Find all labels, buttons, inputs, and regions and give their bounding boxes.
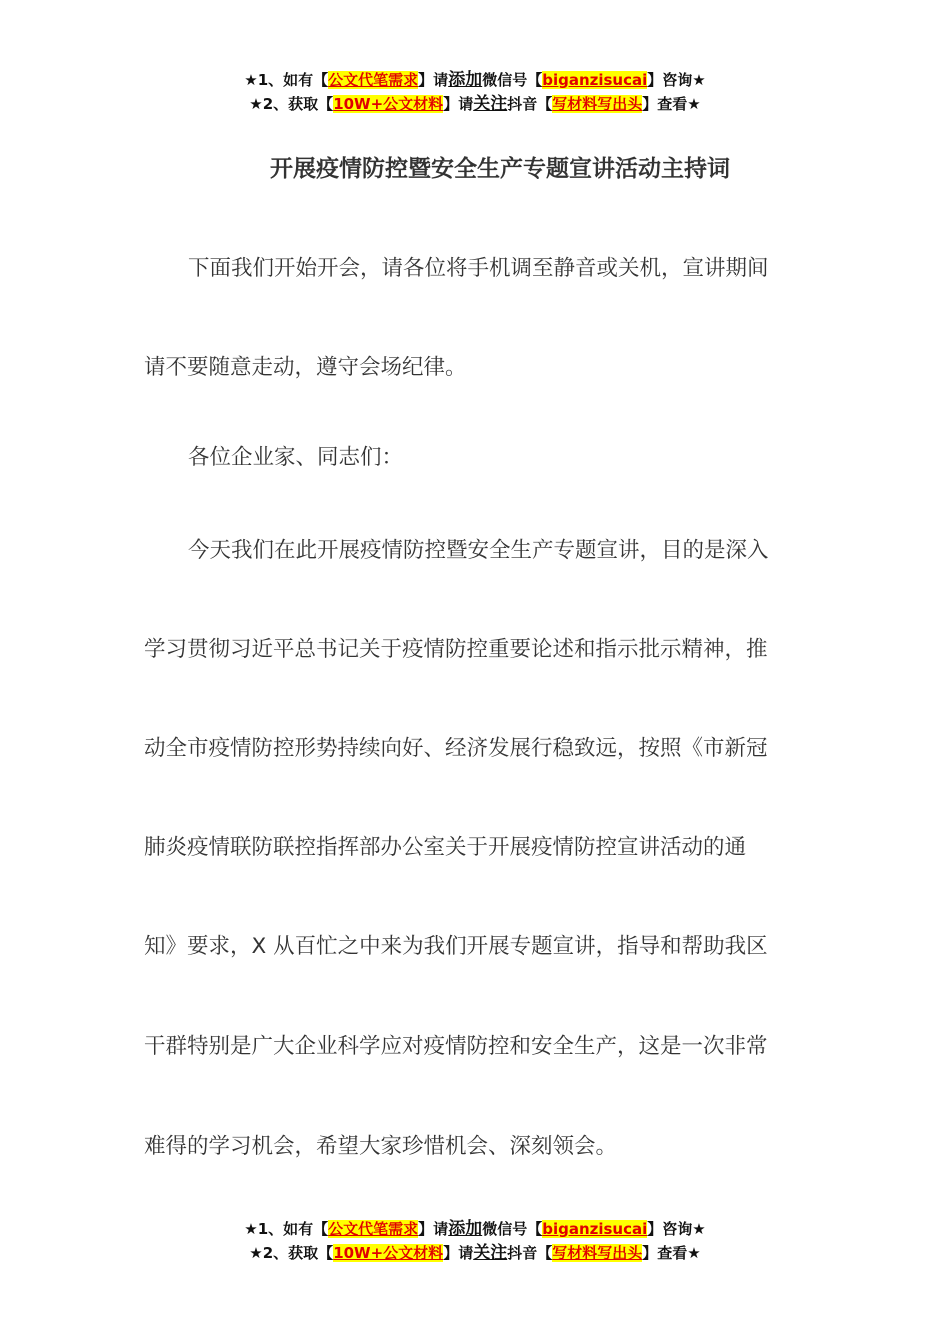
body-line: 各位企业家、同志们： <box>188 445 404 470</box>
header-banner-line-2 <box>0 92 950 116</box>
footer-banner-line-1 <box>0 1217 950 1241</box>
body-line: 动全市疫情防控形势持续向好、经济发展行稳致远，按照《市新冠 <box>144 736 768 761</box>
banner-text: 】查看★ <box>642 1244 701 1262</box>
highlight-wechat-id: biganzisucai <box>542 71 648 89</box>
banner-text: ★2、获取【 <box>249 95 334 113</box>
body-line: 请不要随意走动，遵守会场纪律。 <box>144 355 467 380</box>
banner-emphasis: 添加 <box>448 70 483 90</box>
banner-emphasis: 添加 <box>448 1219 483 1239</box>
footer-banner-line-2 <box>0 1241 950 1265</box>
banner-text: 微信号【 <box>482 1220 543 1238</box>
highlight-service: 公文代笔需求 <box>328 1220 419 1238</box>
banner-text: 】查看★ <box>642 95 701 113</box>
body-line: 干群特别是广大企业科学应对疫情防控和安全生产，这是一次非常 <box>144 1034 768 1059</box>
header-banner <box>0 68 950 116</box>
banner-text: 】咨询★ <box>647 1220 706 1238</box>
banner-text: 】请 <box>443 1244 474 1262</box>
banner-text: ★2、获取【 <box>249 1244 334 1262</box>
banner-text: ★1、如有【 <box>244 1220 329 1238</box>
highlight-wechat-id: biganzisucai <box>542 1220 648 1238</box>
body-line: 今天我们在此开展疫情防控暨安全生产专题宣讲，目的是深入 <box>188 538 769 563</box>
banner-text: 抖音【 <box>507 95 553 113</box>
banner-emphasis: 关注 <box>473 94 508 114</box>
footer-banner <box>0 1217 950 1265</box>
banner-text: 】请 <box>418 1220 449 1238</box>
highlight-materials: 10W+公文材料 <box>333 95 444 113</box>
body-line: 学习贯彻习近平总书记关于疫情防控重要论述和指示批示精神，推 <box>144 637 768 662</box>
header-banner-line-1 <box>0 68 950 92</box>
banner-text: 抖音【 <box>507 1244 553 1262</box>
highlight-service: 公文代笔需求 <box>328 71 419 89</box>
banner-emphasis: 关注 <box>473 1243 508 1263</box>
highlight-douyin: 写材料写出头 <box>552 95 643 113</box>
banner-text: 】请 <box>418 71 449 89</box>
highlight-douyin: 写材料写出头 <box>552 1244 643 1262</box>
banner-text: 微信号【 <box>482 71 543 89</box>
banner-text: 】请 <box>443 95 474 113</box>
highlight-materials: 10W+公文材料 <box>333 1244 444 1262</box>
body-line: 下面我们开始开会，请各位将手机调至静音或关机，宣讲期间 <box>188 256 769 281</box>
document-title: 开展疫情防控暨安全生产专题宣讲活动主持词 <box>270 156 730 182</box>
body-line: 知》要求，X 从百忙之中来为我们开展专题宣讲，指导和帮助我区 <box>144 934 768 959</box>
banner-text: 】咨询★ <box>647 71 706 89</box>
body-line: 难得的学习机会，希望大家珍惜机会、深刻领会。 <box>144 1134 618 1159</box>
body-line: 肺炎疫情联防联控指挥部办公室关于开展疫情防控宣讲活动的通 <box>144 835 747 860</box>
banner-text: ★1、如有【 <box>244 71 329 89</box>
